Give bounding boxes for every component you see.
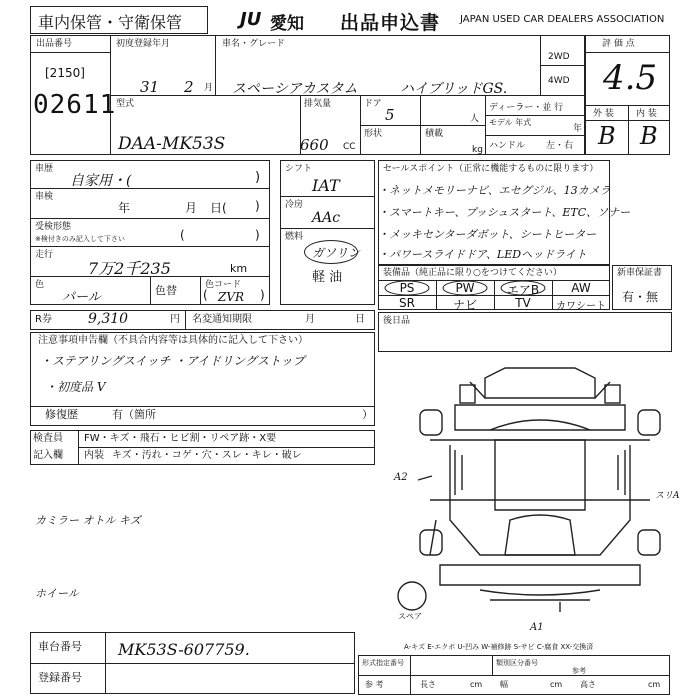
sales-point-1: ・ネットメモリーナビ、エセグジル、13カメラ xyxy=(378,184,611,197)
shape-label: 形状 xyxy=(364,129,383,139)
grade-score-label: 評 価 点 xyxy=(602,39,635,49)
handle-label: ハンドル xyxy=(489,141,526,151)
interior-grade: B xyxy=(640,122,658,150)
cc-unit: CC xyxy=(343,142,356,152)
ac-label: 冷房 xyxy=(285,200,304,210)
chassis-label: 車台番号 xyxy=(38,640,82,653)
notice-month: 月 xyxy=(305,314,315,325)
length-label: 長さ xyxy=(420,680,436,689)
height-unit: cm xyxy=(648,680,661,689)
warranty-label: 新車保証書 xyxy=(617,268,663,278)
model-year-label: モデル 年式 xyxy=(489,118,532,127)
equip-navi: ナビ xyxy=(452,298,477,312)
year-unit: 年 xyxy=(573,124,583,134)
color-code: ZVR xyxy=(218,290,245,304)
equip-airbag: エアB xyxy=(506,283,540,297)
notes-title: 注意事項申告欄（不具合内容等は具体的に記入して下さい） xyxy=(38,335,308,346)
sales-points-title: セールスポイント（正常に機能するものに限ります） xyxy=(383,164,599,174)
car-name: スペーシアカスタム xyxy=(232,81,358,97)
damage-mark-right: スリA xyxy=(655,491,680,501)
notice-day: 日 xyxy=(355,314,365,325)
inspection-label: 車検 xyxy=(35,192,54,202)
model-label: 型式 xyxy=(116,99,135,109)
doors: 5 xyxy=(385,106,395,124)
association-name: JAPAN USED CAR DEALERS ASSOCIATION xyxy=(460,14,665,25)
drive-4wd: 4WD xyxy=(548,76,570,86)
color-value: パール xyxy=(62,290,101,305)
shift-value: IAT xyxy=(312,176,340,195)
receipt-close: ) xyxy=(255,228,260,242)
remark-2: ホイール xyxy=(35,587,79,600)
recycle-value: 9,310 xyxy=(88,311,129,327)
post-install-label: 後日品 xyxy=(383,316,411,326)
inspector-interior-label: 内装 xyxy=(84,450,104,461)
notes-line-1: ・ステアリングスイッチ ・アイドリングストップ xyxy=(40,354,305,368)
sales-point-2: ・スマートキー、プッシュスタート、ETC、ソナー xyxy=(378,206,631,219)
model-code: DAA-MK53S xyxy=(118,134,226,154)
width-unit: cm xyxy=(550,680,563,689)
mileage: 7万2千235 xyxy=(88,259,171,278)
equip-sr: SR xyxy=(399,296,415,310)
length-unit: cm xyxy=(470,680,483,689)
inspector-label: 検査員 xyxy=(33,433,63,444)
sales-point-4: ・パワースライドドア、LEDヘッドライト xyxy=(378,248,587,261)
equip-aw: AW xyxy=(571,281,591,295)
first-reg-label: 初度登録年月 xyxy=(116,39,171,49)
damage-legend: A-キズ E-エクボ U-凹み W-補修跡 S-サビ C-腐食 XX-交換済 xyxy=(404,643,594,651)
dealer-label: ディーラー・並 行 xyxy=(489,103,564,113)
recycle-yen: 円 xyxy=(170,314,180,325)
equip-leather: カワシート xyxy=(556,301,606,312)
ref-left: 参 考 xyxy=(365,680,384,689)
repair-value: 有（箇所 xyxy=(112,408,156,421)
listing-number: 02611 xyxy=(33,90,117,120)
exterior-label: 外 装 xyxy=(593,109,614,119)
ju-logo: JU xyxy=(240,9,262,30)
inspector-codes-2: キズ・汚れ・コゲ・穴・スレ・キレ・破レ xyxy=(112,450,302,461)
reg-year: 31 xyxy=(140,78,160,96)
type-class-label: 類別区分番号 xyxy=(496,659,538,667)
inspection-close: ) xyxy=(255,199,260,213)
name-grade-label: 車名・グレード xyxy=(222,39,286,49)
history-label: 車歴 xyxy=(35,164,54,174)
storage-label: 車内保管・守衛保管 xyxy=(38,13,183,32)
fuel-diesel: 軽 油 xyxy=(312,270,343,285)
remark-1: カミラー オトル キズ xyxy=(35,514,141,527)
receipt-label: 受検形態 xyxy=(35,222,72,232)
car-grade: ハイブリッドGS. xyxy=(400,81,508,97)
color-swap-label: 色替 xyxy=(155,284,177,297)
drive-2wd: 2WD xyxy=(548,52,570,62)
color-close: ) xyxy=(260,288,265,302)
spare-label: スペア xyxy=(398,612,422,621)
damage-mark-a1: A1 xyxy=(530,622,544,633)
sales-point-3: ・メッキセンターダボット、シートヒーター xyxy=(378,228,597,241)
inspection-year-unit: 年 xyxy=(118,201,131,215)
reg-month-unit: 月 xyxy=(204,83,214,93)
repair-close: ） xyxy=(362,408,373,421)
displacement: 660 xyxy=(300,136,329,154)
mileage-label: 走行 xyxy=(35,250,54,260)
equipment-title: 装備品（純正品に限り○をつけてください） xyxy=(383,268,562,278)
org-name: 愛知 xyxy=(270,14,304,34)
grade-score: 4.5 xyxy=(603,58,658,98)
reg-month: 2 xyxy=(184,78,194,96)
damage-mark-a2: A2 xyxy=(394,472,408,483)
handle-options: 左・右 xyxy=(546,141,574,151)
color-code-label: 色コード xyxy=(205,280,242,290)
entry-label: 記入欄 xyxy=(33,450,63,461)
height-label: 高さ xyxy=(580,680,596,689)
equip-ps: PS xyxy=(399,281,415,295)
notice-label: 名変通知期限 xyxy=(192,314,252,325)
color-label: 色 xyxy=(35,280,45,290)
receipt-note: ※検付きのみ記入して下さい xyxy=(35,235,125,243)
ref-label: 参考 xyxy=(572,667,586,675)
history-close: ) xyxy=(255,170,261,185)
repair-label: 修復歴 xyxy=(45,408,78,421)
ac-value: AAc xyxy=(312,210,341,226)
load-label: 積載 xyxy=(425,129,444,139)
history-value: 自家用・( xyxy=(70,173,132,189)
receipt-open: ( xyxy=(180,228,185,242)
inspection-month-unit: 月 xyxy=(185,201,198,215)
form-title: 出品申込書 xyxy=(340,12,441,34)
shift-label: シフト xyxy=(285,164,313,174)
displacement-label: 排気量 xyxy=(304,99,332,109)
width-label: 幅 xyxy=(500,680,508,689)
equip-pw: PW xyxy=(455,281,475,295)
reg-number-label: 登録番号 xyxy=(38,671,82,684)
chassis-number: MK53S-607759. xyxy=(118,640,250,659)
inspector-codes-1: FW・キズ・飛石・ヒビ割・リペア跡・X要 xyxy=(84,433,277,444)
notes-line-2: ・初度品 V xyxy=(45,380,106,394)
form-auth-label: 形式指定番号 xyxy=(362,659,404,667)
interior-label: 内 装 xyxy=(636,109,657,119)
inspection-day-unit: 日( xyxy=(210,201,227,215)
fuel-label: 燃料 xyxy=(285,232,304,242)
doors-label: ドア xyxy=(364,99,382,109)
equip-tv: TV xyxy=(515,296,531,310)
kg-unit: kg xyxy=(472,145,483,155)
capacity-unit: 人 xyxy=(470,114,480,124)
bracket-code: [2150] xyxy=(45,66,85,80)
fuel-gasoline: ガソリン xyxy=(312,246,361,260)
km-unit: km xyxy=(230,262,248,275)
warranty-options: 有・無 xyxy=(622,290,659,304)
recycle-label: R券 xyxy=(35,314,52,325)
exterior-grade: B xyxy=(598,122,616,150)
listing-number-label: 出品番号 xyxy=(36,39,73,49)
color-open: ( xyxy=(203,288,208,302)
